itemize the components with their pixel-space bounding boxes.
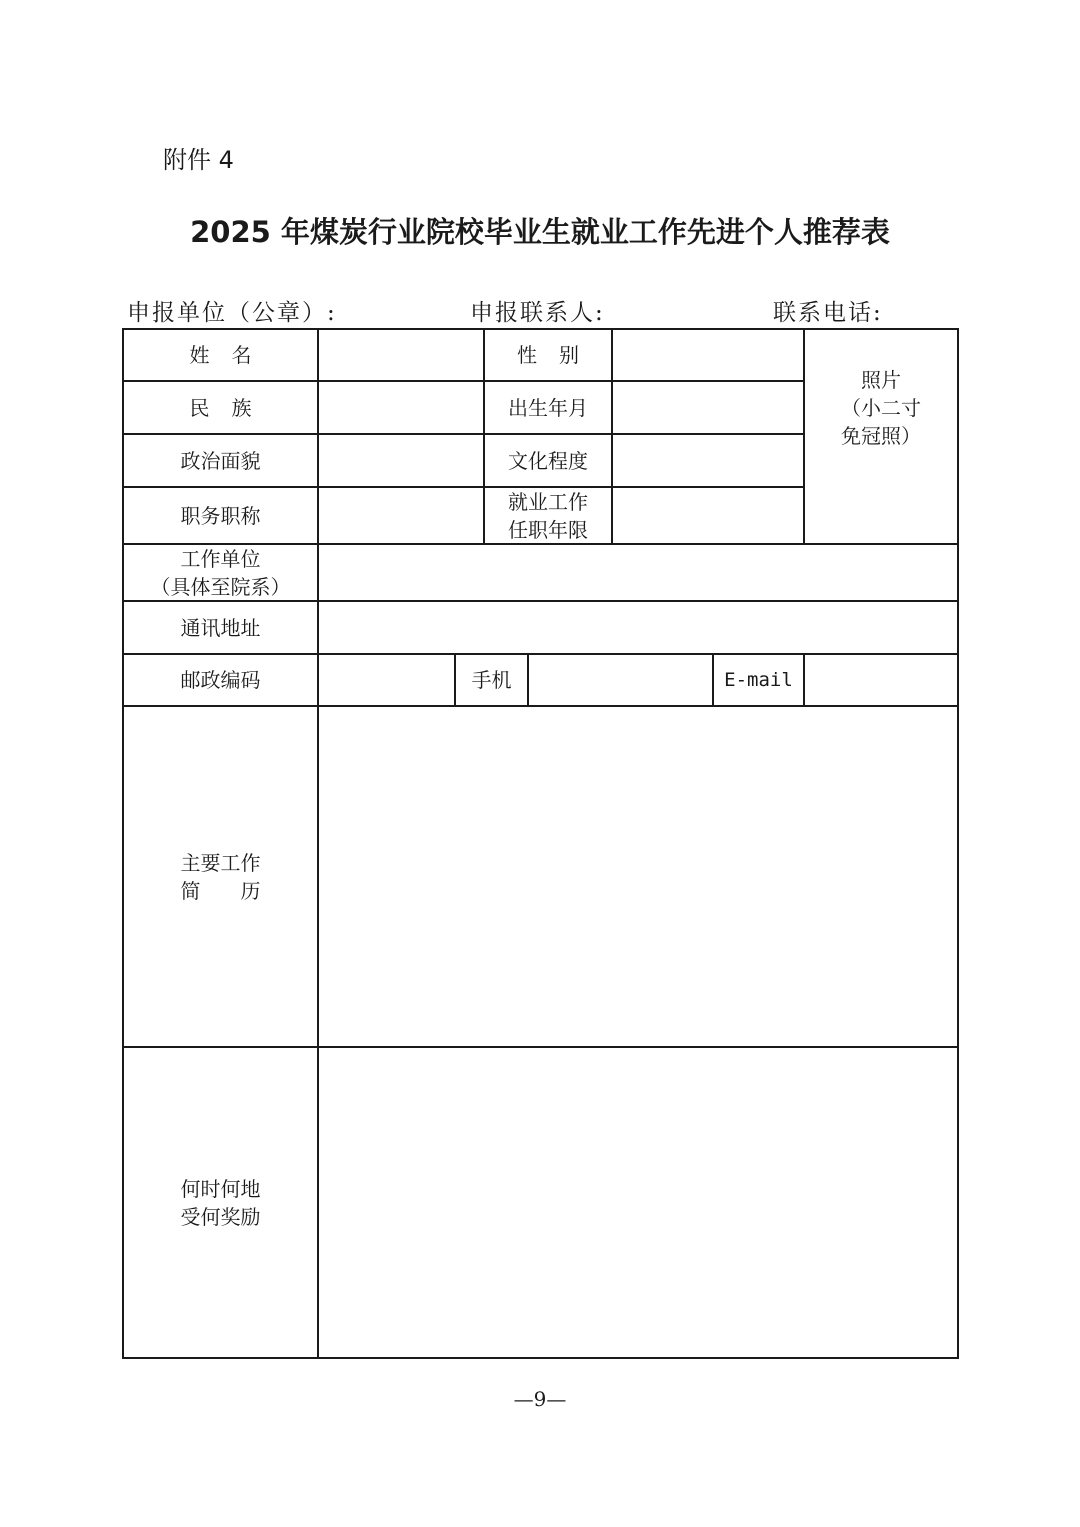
gender-field[interactable] [613,330,803,380]
resume-field[interactable] [319,707,957,1046]
gender-label: 性别 [517,343,601,367]
education-field[interactable] [613,435,803,486]
job-title-field[interactable] [319,488,483,543]
photo-size-label: （小二寸 [841,395,921,420]
table-line [957,328,959,1359]
postcode-label: 邮政编码 [180,668,261,692]
contact-phone-label: 联系电话: [773,300,883,326]
awards-label: 何时何地 受何奖励 [180,1176,261,1229]
awards-field[interactable] [319,1048,957,1357]
political-status-field[interactable] [319,435,483,486]
email-field[interactable] [805,655,957,705]
education-label: 文化程度 [508,448,588,473]
tenure-label: 就业工作 任职年限 [508,489,588,542]
attachment-label: 附件 4 [163,146,234,174]
photo-type-label: 免冠照） [841,423,921,448]
mobile-field[interactable] [529,655,712,705]
photo-placeholder[interactable] [805,330,957,543]
ethnicity-field[interactable] [319,382,483,433]
work-unit-field[interactable] [319,545,957,600]
name-field[interactable] [319,330,483,380]
email-label: E-mail [724,669,793,691]
work-unit-label: 工作单位 （具体至院系） [150,546,291,599]
postcode-field[interactable] [319,655,454,705]
birth-date-label: 出生年月 [508,395,588,420]
birth-date-field[interactable] [613,382,803,433]
name-label: 姓名 [189,343,274,367]
photo-label: 照片 [861,367,901,392]
mobile-label: 手机 [471,668,512,692]
job-title-label: 职务职称 [180,503,261,528]
resume-label: 主要工作 简 历 [180,850,261,903]
form-title: 2025 年煤炭行业院校毕业生就业工作先进个人推荐表 [190,215,890,249]
ethnicity-label: 民族 [189,395,274,420]
page-number: —9— [513,1387,567,1411]
table-line [122,1357,959,1359]
reporting-unit-label: 申报单位（公章）: [127,300,337,326]
contact-person-label: 申报联系人: [470,300,605,326]
address-label: 通讯地址 [180,615,261,640]
address-field[interactable] [319,602,957,653]
tenure-field[interactable] [613,488,803,543]
political-status-label: 政治面貌 [180,448,261,473]
